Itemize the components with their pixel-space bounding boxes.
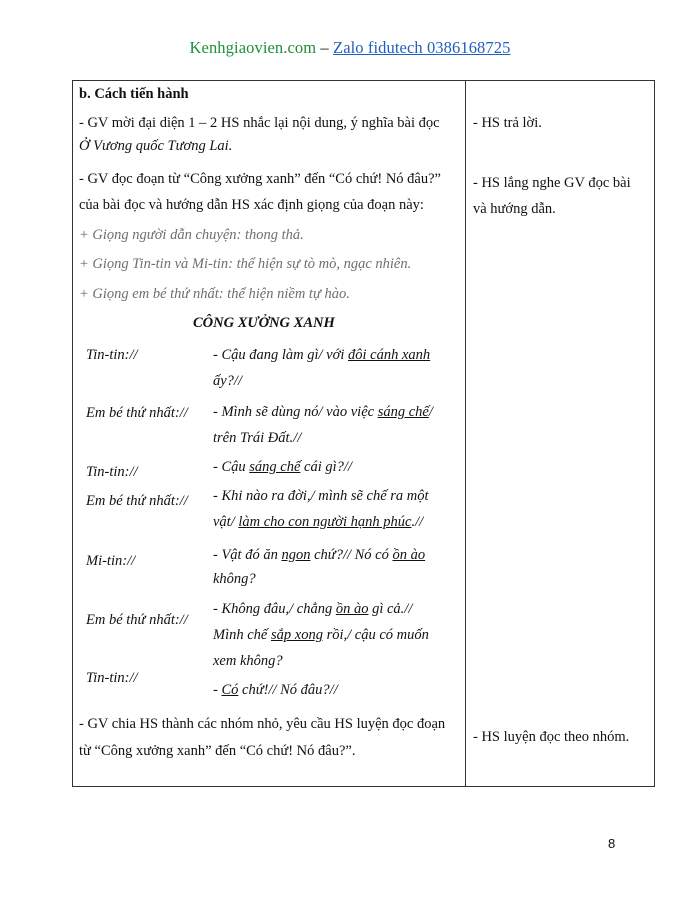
dialogue-line: ấy?// — [213, 373, 242, 389]
voice-narrator: + Giọng người dẫn chuyện: thong thả. — [79, 227, 304, 243]
student-activities-cell — [466, 81, 655, 787]
dialogue-line: - Cậu đang làm gì/ với đôi cánh xanh — [213, 347, 431, 363]
dialogue-line: không? — [213, 571, 256, 587]
lesson-table — [72, 80, 655, 787]
page-header — [0, 38, 700, 58]
dialogue-line: xem không? — [213, 653, 283, 669]
speaker: Em bé thứ nhất:// — [86, 493, 188, 509]
dialogue-line: - Cậu sáng chế cái gì?// — [213, 459, 352, 475]
header-separator: – — [316, 38, 334, 57]
p2-line1: - GV đọc đoạn từ “Công xưởng xanh” đến “Có chứ! Nó đâu?” — [79, 171, 441, 187]
speaker: Tin-tin:// — [86, 347, 138, 363]
dialogue-line: - Không đâu,/ chẳng ồn ào gì cả.// — [213, 601, 413, 617]
dialogue-line: vật/ làm cho con người hạnh phúc.// — [213, 514, 424, 530]
speaker: Mi-tin:// — [86, 553, 136, 569]
play-title: CÔNG XƯỞNG XANH — [193, 315, 335, 331]
dialogue-line: Mình chế sắp xong rồi,/ cậu có muốn — [213, 627, 429, 643]
p1-line1: - GV mời đại diện 1 – 2 HS nhắc lại nội dung, ý nghĩa bài đọc — [79, 115, 440, 131]
dialogue-line: - Có chứ!// Nó đâu?// — [213, 682, 338, 698]
p1-line2: Ở Vương quốc Tương Lai. — [79, 138, 233, 154]
teacher-activities-cell — [73, 81, 466, 787]
voice-first-child: + Giọng em bé thứ nhất: thể hiện niềm tự hào. — [79, 286, 350, 302]
section-heading: b. Cách tiến hành — [79, 86, 189, 102]
p2-line2: của bài đọc và hướng dẫn HS xác định giọng của đoạn này: — [79, 197, 424, 213]
header-site: Kenhgiaovien.com — [189, 38, 317, 57]
student-response-1: - HS trả lời. — [473, 115, 542, 131]
speaker: Em bé thứ nhất:// — [86, 612, 188, 628]
p3-line2: từ “Công xưởng xanh” đến “Có chứ! Nó đâu?”. — [79, 743, 356, 759]
student-response-2-line1: - HS lắng nghe GV đọc bài — [473, 175, 631, 191]
dialogue-line: - Mình sẽ dùng nó/ vào việc sáng chế/ — [213, 404, 433, 420]
header-zalo-link[interactable]: Zalo fidutech 0386168725 — [333, 38, 511, 57]
page-number: 8 — [608, 836, 616, 851]
voice-tintin-mitin: + Giọng Tin-tin và Mi-tin: thể hiện sự tò mò, ngạc nhiên. — [79, 256, 412, 272]
student-response-2-line2: và hướng dẫn. — [473, 201, 556, 217]
dialogue-line: - Vật đó ăn ngon chứ?// Nó có ồn ào — [213, 547, 426, 563]
p3-line1: - GV chia HS thành các nhóm nhỏ, yêu cầu HS luyện đọc đoạn — [79, 716, 446, 732]
dialogue-line: trên Trái Đất.// — [213, 430, 302, 446]
dialogue-line: - Khi nào ra đời,/ mình sẽ chế ra một — [213, 488, 429, 504]
speaker: Tin-tin:// — [86, 464, 138, 480]
speaker: Tin-tin:// — [86, 670, 138, 686]
speaker: Em bé thứ nhất:// — [86, 405, 188, 421]
student-response-3: - HS luyện đọc theo nhóm. — [473, 729, 630, 745]
